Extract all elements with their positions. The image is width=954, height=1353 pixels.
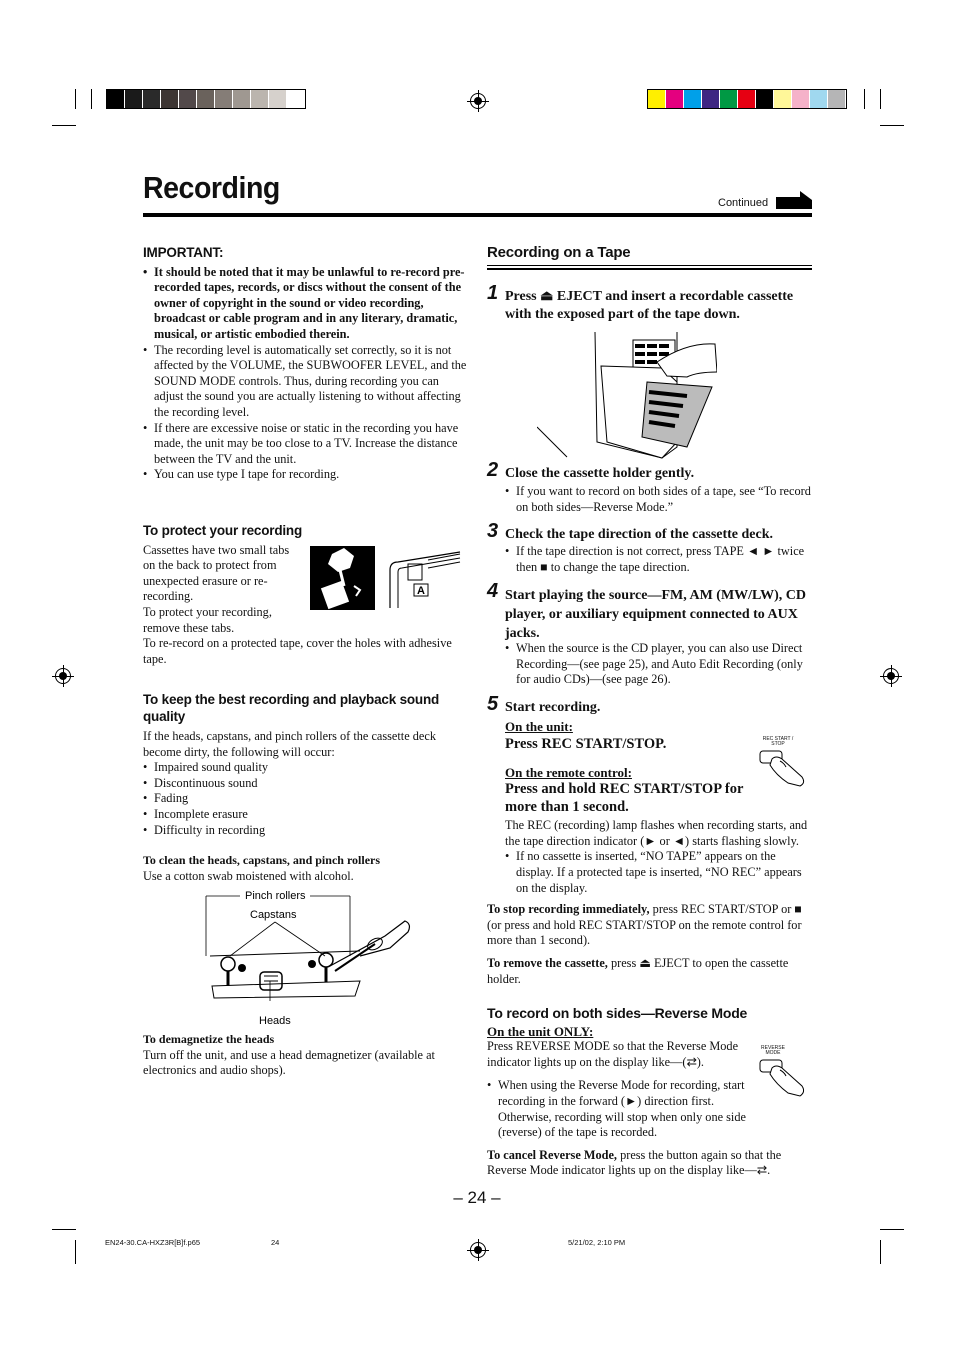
remove-cassette-body: press ⏏ EJECT to open the cassette holder. [487, 956, 789, 986]
remove-cassette-bold: To remove the cassette, [487, 956, 608, 970]
registration-mark-icon [883, 668, 899, 684]
list-item: • If there are excessive noise or static in the recording you have made, the unit may be too close to a TV. Increase the distance between the TV and the unit. [143, 421, 468, 468]
footer-date: 5/21/02, 2:10 PM [568, 1238, 626, 1247]
unit-only-label: On the unit ONLY: [487, 1023, 594, 1039]
step-number: 1 [487, 282, 499, 304]
step-5 [487, 693, 817, 717]
registration-mark-icon [470, 93, 486, 109]
step-number: 4 [487, 580, 499, 602]
symptom-list [143, 760, 468, 838]
step-3-note [505, 544, 815, 575]
color-swatch [215, 90, 233, 108]
rec-start-stop-label: REC START / STOP [762, 736, 794, 747]
step-text: Start recording. [505, 700, 601, 715]
color-swatch [233, 90, 251, 108]
registration-mark-icon [55, 668, 71, 684]
cancel-reverse-bold: To cancel Reverse Mode, [487, 1147, 617, 1162]
step-number: 5 [487, 693, 499, 715]
step-number: 3 [487, 520, 499, 542]
page-title: Recording [143, 170, 280, 205]
on-unit-label: On the unit: [505, 719, 573, 734]
on-unit-action: Press REC START/STOP. [505, 735, 667, 752]
process-color-bar [647, 89, 847, 109]
list-item: • Fading [143, 791, 468, 807]
color-swatch [287, 90, 305, 108]
list-item: • If you want to record on both sides of a tape, see “To record on both sides—Reverse Mode.” [505, 484, 815, 515]
footer-page: 24 [271, 1238, 280, 1247]
crop-mark [52, 125, 76, 126]
reverse-mode-button-icon[interactable] [758, 1058, 808, 1098]
important-heading: IMPORTANT: [143, 245, 224, 260]
reverse-mode-text: Press REVERSE MODE so that the Reverse Mode indicator lights up on the display like—(⇄). [487, 1039, 739, 1069]
cassette-insert-illustration [537, 332, 717, 462]
best-quality-intro: If the heads, capstans, and pinch rollers of the cassette deck become dirty, the following will occur: [143, 729, 436, 759]
on-remote-action: Press and hold REC START/STOP for more than 1 second. [505, 781, 744, 816]
step-text: Press ⏏ EJECT and insert a recordable cassette with the exposed part of the tape down. [505, 289, 794, 322]
recording-tape-heading: Recording on a Tape [487, 244, 631, 261]
color-swatch [702, 90, 720, 108]
best-quality-section [143, 691, 468, 884]
step-text: Start playing the source—FM, AM (MW/LW), CD player, or auxiliary equipment connected to AUX jacks. [505, 588, 806, 641]
color-swatch [648, 90, 666, 108]
best-quality-heading: To keep the best recording and playback sound quality [143, 692, 440, 724]
heads-label: Heads [259, 1015, 291, 1027]
color-swatch [107, 90, 125, 108]
color-swatch [774, 90, 792, 108]
color-swatch [143, 90, 161, 108]
protect-heading: To protect your recording [143, 523, 303, 538]
color-swatch [828, 90, 846, 108]
color-swatch [269, 90, 287, 108]
crop-mark [75, 1240, 76, 1264]
demagnetize-section [143, 1032, 468, 1079]
protect-text-3: To re-record on a protected tape, cover the holes with adhesive tape. [143, 636, 452, 666]
list-item: • When using the Reverse Mode for recording, start recording in the forward (►) direction first. Otherwise, recording will stop when only one side (reverse) of the tape is recorded. [487, 1078, 747, 1140]
step-text: Close the cassette holder gently. [505, 466, 695, 481]
step-4 [487, 580, 817, 643]
capstans-label: Capstans [250, 909, 297, 921]
list-item: • Incomplete erasure [143, 807, 468, 823]
stop-recording-bold: To stop recording immediately, [487, 902, 650, 916]
list-item: • When the source is the CD player, you can also use Direct Recording—(see page 25), and Auto Edit Recording (only for audio CDs)—(see page 26). [505, 641, 815, 688]
title-rule [143, 213, 812, 217]
list-item: • The recording level is automatically set correctly, so it is not affected by the VOLUME, the SUBWOOFER LEVEL, and the SOUND MODE controls. Thus, during recording you can adjust the sound you are actually listening to without affecting the recording level. [143, 343, 468, 421]
color-swatch [161, 90, 179, 108]
step-2-note [505, 484, 815, 515]
color-swatch [197, 90, 215, 108]
color-swatch [125, 90, 143, 108]
gray-color-bar [106, 89, 306, 109]
step-3 [487, 520, 817, 544]
crop-mark [880, 1240, 881, 1264]
reverse-mode-heading: To record on both sides—Reverse Mode [487, 1005, 748, 1021]
continued-label: Continued [718, 197, 769, 209]
crop-mark [91, 89, 92, 109]
stop-recording-text [487, 902, 812, 949]
crop-mark [880, 1229, 904, 1230]
color-swatch [666, 90, 684, 108]
figure-label-a: A [417, 585, 425, 597]
footer-file: EN24-30.CA-HXZ3R[B]f.p65 [105, 1238, 201, 1247]
rec-start-stop-button-icon[interactable] [758, 749, 808, 787]
step-text: Check the tape direction of the cassette deck. [505, 527, 774, 542]
color-swatch [792, 90, 810, 108]
color-swatch [179, 90, 197, 108]
clean-text: Use a cotton swab moistened with alcohol. [143, 868, 354, 883]
demagnetize-heading: To demagnetize the heads [143, 1032, 275, 1046]
list-item: • Discontinuous sound [143, 776, 468, 792]
remove-cassette-text [487, 956, 812, 987]
list-item: • It should be noted that it may be unlawful to re-record pre-recorded tapes, records, or discs without the consent of the owner of copyright in the sound or video recording, broadcast or cable program and in any literary, dramatic, musical, or artistic embodied therein. [143, 265, 468, 343]
list-item: • If no cassette is inserted, “NO TAPE” appears on the display. If a protected tape is inserted, “NO REC” appears on the display. [505, 849, 815, 896]
crop-mark [880, 89, 881, 109]
list-item: • Impaired sound quality [143, 760, 468, 776]
recording-tape-heading-block [487, 245, 812, 261]
heading-rule [487, 268, 812, 270]
page-number: – 24 – [453, 1188, 501, 1207]
color-swatch [720, 90, 738, 108]
clean-heading: To clean the heads, capstans, and pinch rollers [143, 853, 381, 868]
demagnetize-text: Turn off the unit, and use a head demagnetizer (available at electronics and audio shops). [143, 1047, 435, 1078]
reverse-mode-label: REVERSE MODE [761, 1045, 785, 1056]
cassette-deck-heads-illustration [200, 886, 420, 1031]
crop-mark [52, 1229, 76, 1230]
step-1 [487, 282, 817, 324]
color-swatch [684, 90, 702, 108]
list-item: • If the tape direction is not correct, press TAPE ◄ ► twice then ■ to change the tape direction. [505, 544, 815, 575]
crop-mark [880, 125, 904, 126]
tab-removal-illustration [310, 546, 375, 610]
continued-arrow-icon [776, 191, 812, 209]
crop-mark [75, 89, 76, 109]
color-swatch [756, 90, 774, 108]
important-section [143, 245, 468, 483]
stop-recording-body: press REC START/STOP or ■ (or press and hold REC START/STOP on the remote control for more than 1 second). [487, 902, 802, 948]
cancel-reverse-body: press the button again so that the Reverse Mode indicator lights up on the display like—⇄. [487, 1147, 782, 1178]
step-5-text: The REC (recording) lamp flashes when recording starts, and the tape direction indicator (► or ◄) starts flashing slowly. [505, 818, 808, 848]
registration-mark-icon [470, 1242, 486, 1258]
crop-mark [864, 89, 865, 109]
list-item: • Difficulty in recording [143, 823, 468, 839]
protect-text-1: Cassettes have two small tabs on the back to protect from unexpected erasure or re-recording. [143, 542, 290, 604]
pinch-rollers-label: Pinch rollers [245, 890, 306, 902]
cassette-tab-illustration [388, 550, 463, 608]
list-item: • You can use type I tape for recording. [143, 467, 468, 483]
color-swatch [738, 90, 756, 108]
important-list [143, 265, 468, 483]
color-swatch [810, 90, 828, 108]
protect-text-2: To protect your recording, remove these tabs. [143, 604, 272, 635]
step-4-note [505, 641, 815, 688]
on-remote-label: On the remote control: [505, 764, 632, 780]
heading-rule [487, 265, 812, 266]
step-2 [487, 459, 817, 483]
step-number: 2 [487, 459, 499, 481]
color-swatch [251, 90, 269, 108]
